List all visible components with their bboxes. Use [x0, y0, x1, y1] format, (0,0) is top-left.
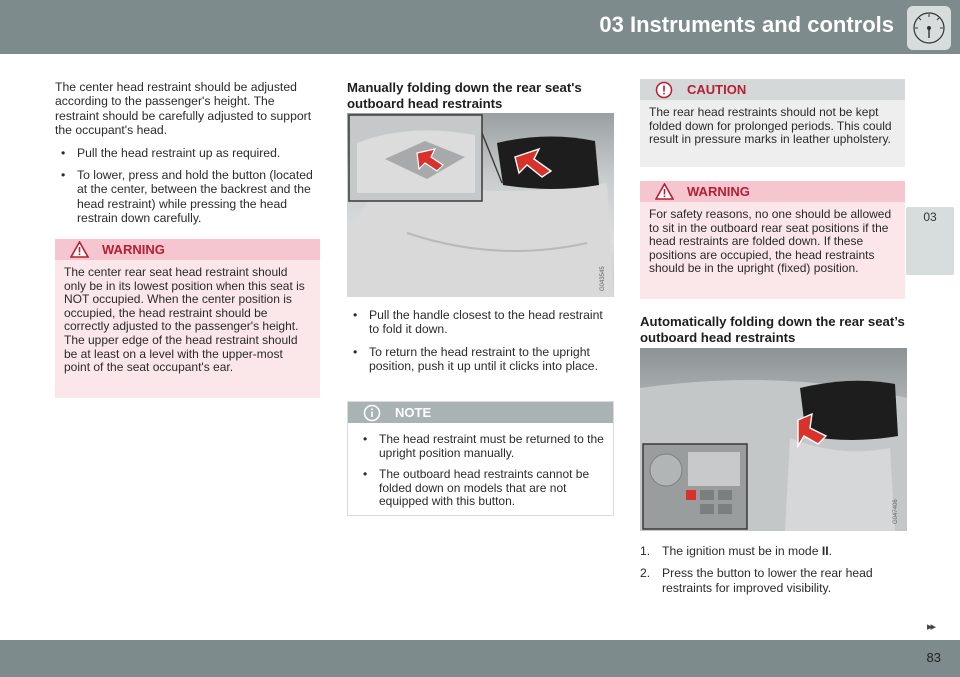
caution-box: [640, 79, 905, 167]
warning-label: WARNING: [687, 184, 750, 199]
note-box: [347, 401, 614, 516]
step-text: The ignition must be in mode: [662, 544, 822, 558]
list-item: [640, 566, 906, 595]
caution-text: The rear head restraints should not be kept folded down for prolonged periods. This could result in pressure marks in leather upholstery.: [649, 105, 892, 147]
chapter-title: 03 Instruments and controls: [599, 12, 894, 37]
caution-icon: [655, 81, 673, 99]
column-2-list: [347, 300, 613, 374]
warning-triangle-icon: [655, 183, 674, 200]
warning-triangle-icon: [70, 241, 89, 258]
step-mode: II: [821, 544, 829, 558]
warning-label: WARNING: [102, 242, 165, 257]
speedometer-icon: [907, 6, 951, 50]
page-header: [0, 0, 960, 54]
column-3-heading: [640, 314, 906, 346]
warning-box: [55, 239, 320, 398]
list-item: • Pull the head restraint up as required.: [55, 146, 321, 160]
warning-text: For safety reasons, no one should be allowed to sit in the outboard rear seat positions if the head restraints are folded down. If these positions are occupied, the head restraints should be in the upright (fixed) position.: [649, 207, 892, 276]
list-item: • To return the head restraint to the upright position, push it up until it clicks into place.: [347, 345, 613, 374]
caution-label: CAUTION: [687, 82, 747, 97]
list-item: • The outboard head restraints cannot be folded down on models that are not equipped with this button.: [357, 468, 604, 509]
column-3-steps: [640, 536, 906, 595]
list-item: • To lower, press and hold the button (located at the center, between the backrest and the head restraint) while pressing the head restrain down carefully.: [55, 168, 321, 226]
intro-paragraph: The center head restraint should be adjusted according to the passenger's height. The restraint should be carefully adjusted to support the occupant's head.: [55, 80, 312, 138]
column-2-heading: [347, 80, 613, 112]
manual-fold-photo: [347, 113, 614, 297]
auto-fold-photo: [640, 348, 907, 531]
note-label: NOTE: [395, 405, 432, 420]
next-page-arrows[interactable]: ▸▸: [927, 621, 935, 633]
chapter-tab[interactable]: [906, 207, 954, 275]
step-number: 1.: [640, 544, 651, 558]
list-item: • Pull the handle closest to the head restraint to fold it down.: [347, 308, 613, 337]
step-number: 2.: [640, 566, 651, 581]
list-item: • The head restraint must be returned to the upright position manually.: [357, 433, 604, 460]
list-item: 1. The ignition must be in mode II.: [640, 544, 833, 558]
section-heading: Automatically folding down the rear seat’s outboard head restraints: [640, 314, 905, 345]
page-number: 83: [926, 650, 941, 665]
step-text: Press the button to lower the rear head restraints for improved visibility.: [662, 566, 873, 595]
warning-text: The center rear seat head restraint should only be in its lowest position when this seat is NOT occupied. When the center position is occupied, the head restraint should be correctly adjusted to the passenger's height. The upper edge of the head restraint should be at least on a level with the upper-most point of the seat occupant's ear.: [64, 265, 305, 375]
info-icon: [363, 404, 381, 422]
section-heading: Manually folding down the rear seat's outboard head restraints: [347, 80, 582, 111]
chapter-tab-label: 03: [923, 210, 937, 224]
image-code: G047406: [893, 499, 899, 524]
warning-box: [640, 181, 905, 299]
image-code: G043545: [600, 266, 606, 291]
page-footer: [0, 640, 960, 677]
column-1: [55, 80, 321, 226]
